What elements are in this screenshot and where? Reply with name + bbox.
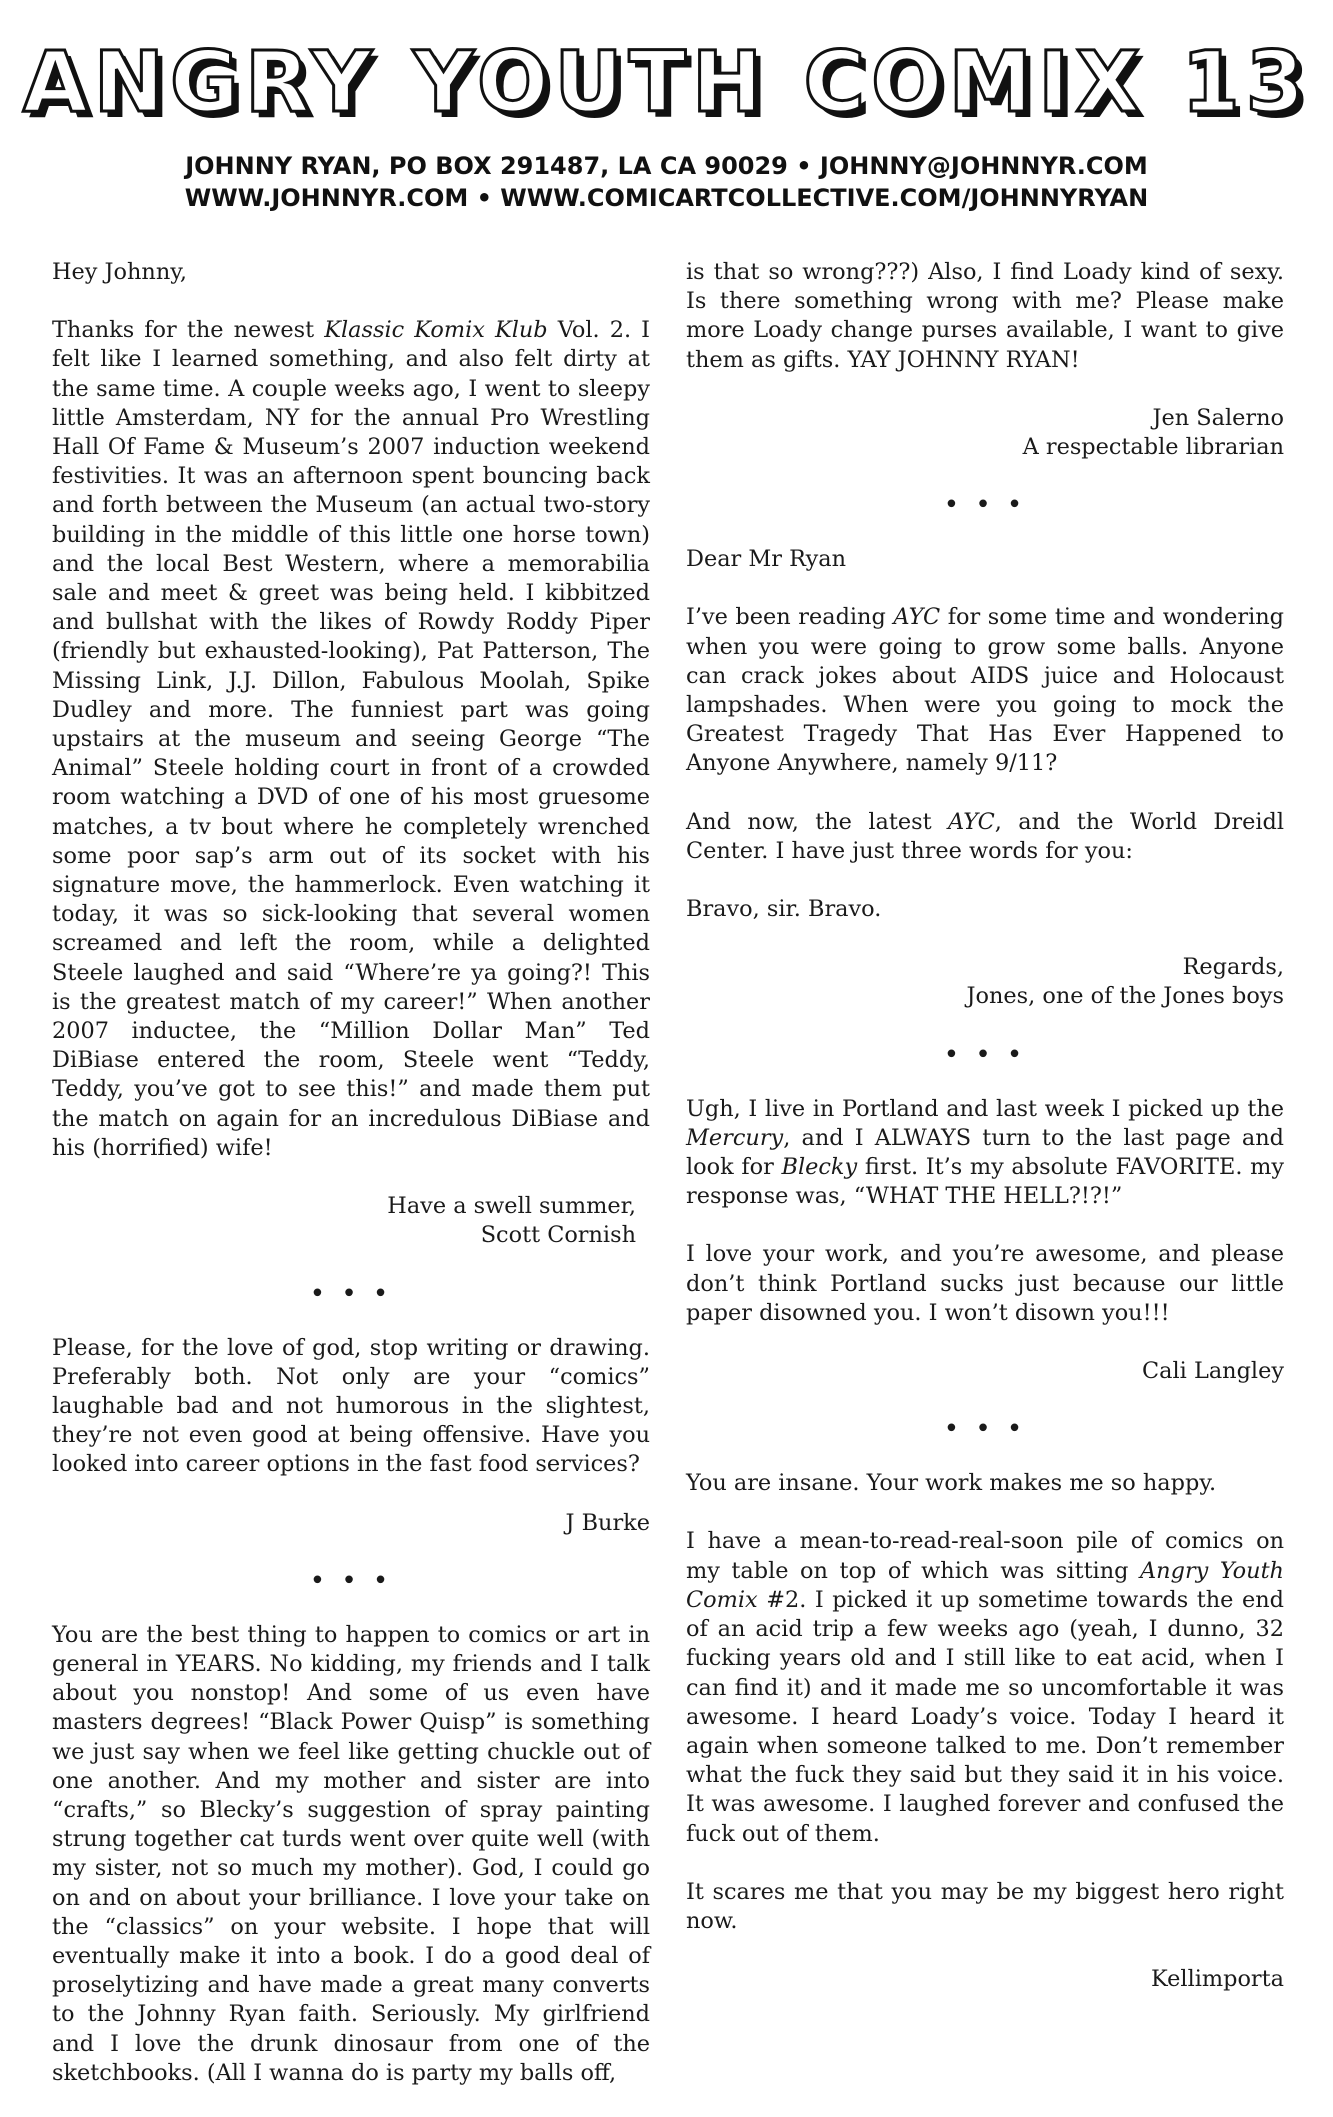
letter4-body-p2: And now, the latest AYC, and the World Dreidl Center. I have just three words for you: (686, 808, 1284, 864)
letter1-body: Thanks for the newest Klassic Komix Klub Vol. 2. I felt like I learned something, and also felt dirty at the same time. A couple weeks ago, I went to sleepy little Amsterdam, NY for the annual Pro Wrestling Hall Of Fame & Museum’s 2007 induction weekend festivities. It was an afternoon spent bouncing back and forth between the Museum (an actual two-story building in the middle of this little one horse town) and the local Best Western, where a memorabilia sale and meet & greet was being held. I kibbitzed and bullshat with the likes of Rowdy Roddy Piper (friendly but exhausted-looking), Pat Patterson, The Missing Link, J.J. Dillon, Fabulous Moolah, Spike Dudley and more. The funniest part was going upstairs at the museum and seeing George “The Animal” Steele holding court in front of a crowded room watching a DVD of one of his most gruesome matches, a tv bout where he completely wrenched some poor sap’s arm out of its socket with his signature move, the hammerlock. Even watching it today, it was so sick-looking that several women screamed and left the room, while a delighted Steele laughed and said “Where’re ya going?! This is the greatest match of my career!” When another 2007 inductee, the “Million Dollar Man” Ted DiBiase entered the room, Steele went “Teddy, Teddy, you’ve got to see this!” and made them put the match on again for an incredulous DiBiase and his (horrified) wife! (52, 317, 650, 1161)
contact-line-address: JOHNNY RYAN, PO BOX 291487, LA CA 90029 • JOHNNY@JOHNNYR.COM (185, 152, 1148, 180)
left-column (52, 258, 650, 2117)
letter2-signoff (52, 1509, 650, 1538)
letter6-body-p2: I have a mean-to-read-real-soon pile of comics on my table on top of which was sitting Angry Youth Comix #2. I picked it up sometime towards the end of an acid trip a few weeks ago (yeah, I dunno, 32 fucking years old and I still like to eat acid, when I can find it) and it made me so uncomfortable it was awesome. I heard Loady’s voice. Today I heard it again when someone talked to me. Don’t remember what the fuck they said but they said it in his voice. It was awesome. I laughed forever and confused the fuck out of them. (686, 1528, 1284, 1847)
letter6-signoff (686, 1965, 1284, 1994)
letter4-body-p3: Bravo, sir. Bravo. (686, 896, 882, 923)
separator: • • • (309, 1278, 393, 1309)
contact-info (0, 150, 1333, 214)
separator: • • • (309, 1565, 393, 1596)
page-title: ANGRY YOUTH COMIX 13 (22, 33, 1311, 131)
letter5-signature: Cali Langley (1142, 1358, 1284, 1385)
letter2-signature: J Burke (565, 1509, 650, 1536)
letter3-body-part1: You are the best thing to happen to comics or art in general in YEARS. No kidding, my friends and I talk about you nonstop! And some of us even have masters degrees! “Black Power Quisp” is something we just say when we feel like getting chuckle out of one another. And my mother and sister are into “crafts,” so Blecky’s suggestion of spray painting strung together cat turds went over quite well (with my sister, not so much my mother). God, I could go on and on about your brilliance. I love your take on the “classics” on your website. I hope that will eventually make it into a book. I do a good deal of proselytizing and have made a great many converts to the Johnny Ryan faith. Seriously. My girlfriend and I love the drunk dinosaur from one of the sketchbooks. (All I wanna do is party my balls off, (52, 1621, 650, 2086)
letter1-signoff (52, 1192, 650, 1250)
letter4-salutation: Dear Mr Ryan (686, 546, 847, 573)
letter4-signature: Jones, one of the Jones boys (966, 983, 1284, 1010)
separator: • • • (943, 1039, 1027, 1070)
right-column (686, 258, 1284, 2023)
letter2-body: Please, for the love of god, stop writing or drawing. Preferably both. Not only are your “comics” laughable bad and not humorous in the slightest, they’re not even good at being offensive. Have you looked into career options in the fast food services? (52, 1334, 650, 1478)
letter4-closing: Regards, (1182, 954, 1284, 981)
masthead (0, 33, 1333, 214)
letter1-signature: Scott Cornish (480, 1222, 636, 1249)
letter3-signoff (686, 404, 1284, 462)
separator: • • • (943, 1414, 1027, 1445)
letter4-signoff (686, 953, 1284, 1011)
letter6-body-p1: You are insane. Your work makes me so happy. (686, 1470, 1217, 1497)
letter3-signature: Jen Salerno (1152, 404, 1284, 431)
separator: • • • (943, 490, 1027, 521)
letter5-signoff (686, 1357, 1284, 1386)
letter6-signature: Kellimporta (1151, 1966, 1284, 1993)
letter6-body-p3: It scares me that you may be my biggest hero right now. (686, 1878, 1284, 1934)
letter3-signature-title: A respectable librarian (1022, 434, 1284, 461)
letter5-body-p1: Ugh, I live in Portland and last week I picked up the Mercury, and I ALWAYS turn to the last page and look for Blecky first. It’s my absolute FAVORITE. my response was, “WHAT THE HELL?!?!” (686, 1095, 1284, 1210)
letter3-body-part2: is that so wrong???) Also, I find Loady kind of sexy. Is there something wrong with me? Please make more Loady change purses available, I want to give them as gifts. YAY JOHNNY RYAN! (686, 259, 1284, 373)
letter1-closing: Have a swell summer, (387, 1193, 636, 1220)
contact-line-websites: WWW.JOHNNYR.COM • WWW.COMICARTCOLLECTIVE.COM/JOHNNYRYAN (184, 184, 1149, 212)
letter5-body-p2: I love your work, and you’re awesome, and please don’t think Portland sucks just because our little paper disowned you. I won’t disown you!!! (686, 1241, 1284, 1326)
letter1-salutation: Hey Johnny, (52, 259, 188, 285)
letter4-body-p1: I’ve been reading AYC for some time and wondering when you were going to grow some balls. Anyone can crack jokes about AIDS juice and Holocaust lampshades. When were you going to mock the Greatest Tragedy That Has Ever Happened to Anyone Anywhere, namely 9/11? (686, 604, 1284, 777)
